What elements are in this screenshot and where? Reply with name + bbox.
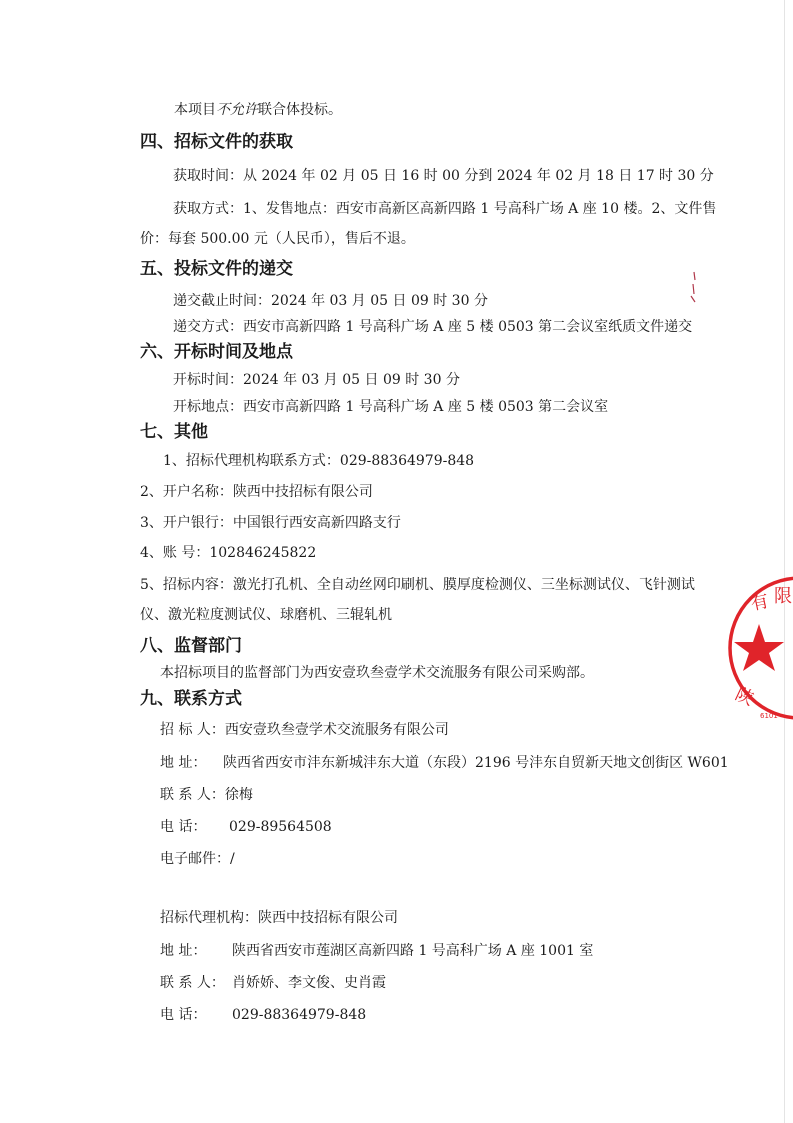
opening-time: 开标时间：2024 年 03 月 05 日 09 时 30 分 [173,372,460,388]
agency-address-row [160,942,593,960]
joint-bid-pre: 本项目 [174,102,216,118]
agency-contact-label: 联 系 人： [160,975,225,991]
seal-char-2: 限 [774,586,792,607]
joint-bid-emphasis: 不允许 [216,102,258,118]
agency-name-row [160,909,398,927]
tenderer-email-label: 电子邮件： [160,851,230,867]
joint-bid-post: 联合体投标。 [258,102,342,118]
agency-contact-value: 肖娇娇、李文俊、史肖霞 [232,975,386,991]
other-item-3: 3、开户银行：中国银行西安高新四路支行 [140,515,401,531]
tenderer-phone-label: 电 话： [160,819,207,835]
tenderer-address-row [160,754,729,772]
agency-name-label: 招标代理机构： [160,910,258,926]
doc-acquire-method-1: 获取方式：1、发售地点：西安市高新区高新四路 1 号高科广场 A 座 10 楼。2、文件售 [173,201,717,217]
tenderer-phone-value: 029-89564508 [229,819,332,835]
tenderer-value: 西安壹玖叁壹学术交流服务有限公司 [224,722,449,738]
supervision-text: 本招标项目的监督部门为西安壹玖叁壹学术交流服务有限公司采购部。 [160,665,594,681]
seal-star-icon [734,624,784,671]
section-9-heading: 九、联系方式 [140,689,242,709]
other-item-5-line-1: 5、招标内容：激光打孔机、全自动丝网印刷机、膜厚度检测仪、三坐标测试仪、飞针测试 [140,577,695,593]
tenderer-contact-row [160,786,253,804]
other-item-2: 2、开户名称：陕西中技招标有限公司 [140,484,373,500]
tenderer-email-value: / [230,851,235,867]
tenderer-row [160,721,449,739]
agency-name-value: 陕西中技招标有限公司 [258,910,398,926]
agency-contact-row [160,974,386,992]
section-5-heading: 五、投标文件的递交 [140,259,293,279]
section-6-heading: 六、开标时间及地点 [140,342,293,362]
doc-acquire-method-2: 价：每套 500.00 元（人民币），售后不退。 [140,231,415,247]
opening-place: 开标地点：西安市高新四路 1 号高科广场 A 座 5 楼 0503 第二会议室 [173,399,609,415]
other-item-5-line-2: 仪、激光粒度测试仪、球磨机、三辊轧机 [140,607,392,623]
tenderer-address-label: 地 址： [160,755,207,771]
agency-phone-label: 电 话： [160,1007,207,1023]
tenderer-email-row [160,850,235,868]
tenderer-contact-value: 徐梅 [224,787,253,803]
tenderer-phone-row [160,818,332,836]
other-item-4: 4、账 号：102846245822 [140,545,317,561]
seal-char-3: 陕 [731,683,758,711]
section-8-heading: 八、监督部门 [140,636,242,656]
seal-number: 6101 [760,712,778,720]
section-4-heading: 四、招标文件的获取 [140,132,293,152]
page-edge [784,0,785,1123]
joint-bid-line [174,101,342,119]
doc-acquire-time: 获取时间：从 2024 年 02 月 05 日 16 时 00 分到 2024 年 02 月 18 日 17 时 30 分 [173,168,714,184]
bid-method: 递交方式：西安市高新四路 1 号高科广场 A 座 5 楼 0503 第二会议室纸质文件递交 [173,319,693,335]
other-item-1: 1、招标代理机构联系方式：029-88364979-848 [163,453,475,469]
tenderer-address-value: 陕西省西安市沣东新城沣东大道（东段）2196 号沣东自贸新天地文创街区 W601 [223,755,729,771]
margin-mark [686,270,700,304]
section-7-heading: 七、其他 [140,422,208,442]
agency-address-label: 地 址： [160,943,207,959]
bid-deadline: 递交截止时间：2024 年 03 月 05 日 09 时 30 分 [173,293,488,309]
agency-address-value: 陕西省西安市莲湖区高新四路 1 号高科广场 A 座 1001 室 [232,943,594,959]
seal-char-1: 有 [748,590,771,615]
tenderer-contact-label: 联 系 人： [160,787,225,803]
company-seal [722,568,793,728]
agency-phone-value: 029-88364979-848 [232,1007,367,1023]
agency-phone-row [160,1006,366,1024]
tenderer-label: 招 标 人： [160,722,225,738]
